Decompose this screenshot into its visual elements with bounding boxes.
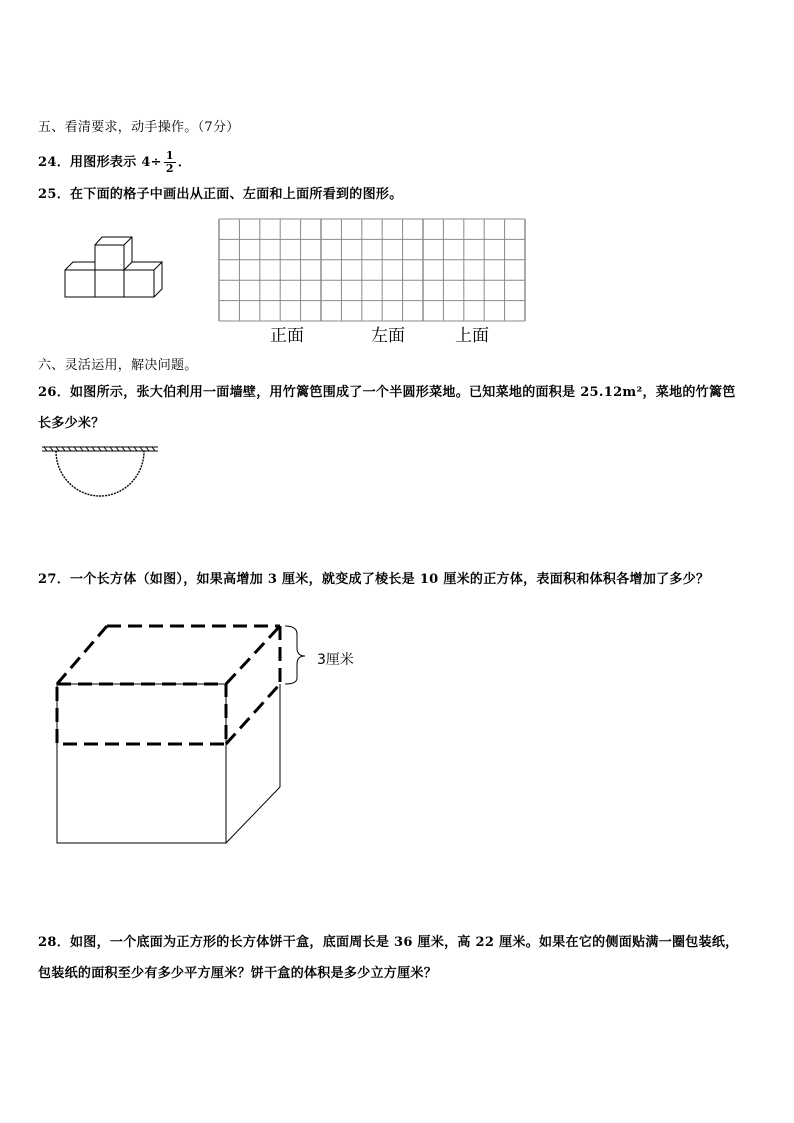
wall-hatch-mark [128, 447, 131, 451]
question-25: 25．在下面的格子中画出从正面、左面和上面所看到的图形。 [38, 187, 403, 202]
wall-hatch-mark [104, 447, 107, 451]
question-27: 27．一个长方体（如图），如果高增加 3 厘米，就变成了棱长是 10 厘米的正方体，表面积和体积各增加了多少？ [38, 572, 710, 587]
wall-hatch-mark [122, 447, 125, 451]
wall-hatch-mark [110, 447, 113, 451]
view-label-top: 上面 [455, 326, 489, 346]
wall-hatch-mark [74, 447, 77, 451]
wall-hatch-mark [50, 447, 53, 451]
fraction-denominator: 2 [165, 162, 174, 175]
section-6-heading: 六、灵活运用，解决问题。 [38, 358, 198, 373]
height-increase-label: 3厘米 [317, 652, 354, 668]
question-26-line1: 26．如图所示，张大伯利用一面墙壁，用竹篱笆围成了一个半圆形菜地。已知菜地的面积是 25.12m²，菜地的竹篱笆 [38, 385, 736, 400]
question-28-line2: 包装纸的面积至少有多少平方厘米？饼干盒的体积是多少立方厘米？ [38, 966, 438, 981]
question-28-line1: 28．如图，一个底面为正方形的长方体饼干盒，底面周长是 36 厘米，高 22 厘米。如果在它的侧面贴满一圈包装纸， [38, 935, 739, 950]
wall-hatch-mark [80, 447, 83, 451]
wall-hatch-mark [56, 447, 59, 451]
wall-hatch-mark [146, 447, 149, 451]
wall-hatch-mark [140, 447, 143, 451]
view-label-front: 正面 [270, 326, 304, 346]
question-24-suffix: ． [177, 155, 192, 170]
fraction-one-half [164, 150, 176, 175]
wall-hatch-mark [92, 447, 95, 451]
question-24-prefix: 24．用图形表示 4÷ [38, 155, 162, 170]
fraction-numerator: 1 [165, 149, 174, 162]
view-label-left: 左面 [371, 326, 405, 346]
wall-hatch-mark [98, 447, 101, 451]
wall-hatch-mark [134, 447, 137, 451]
wall-hatch-mark [86, 447, 89, 451]
wall-hatch-mark [116, 447, 119, 451]
drawing-grid [219, 219, 525, 321]
wall-hatch-mark [44, 447, 47, 451]
question-24 [38, 150, 191, 175]
wall-hatch-mark [68, 447, 71, 451]
question-26-line2: 长多少米？ [38, 416, 105, 431]
semicircle-garden-figure [40, 444, 164, 500]
wall-hatch-mark [152, 447, 155, 451]
wall-hatch-mark [62, 447, 65, 451]
cube-stack-figure [60, 232, 170, 304]
section-5-heading: 五、看清要求，动手操作。（7分） [38, 120, 240, 135]
